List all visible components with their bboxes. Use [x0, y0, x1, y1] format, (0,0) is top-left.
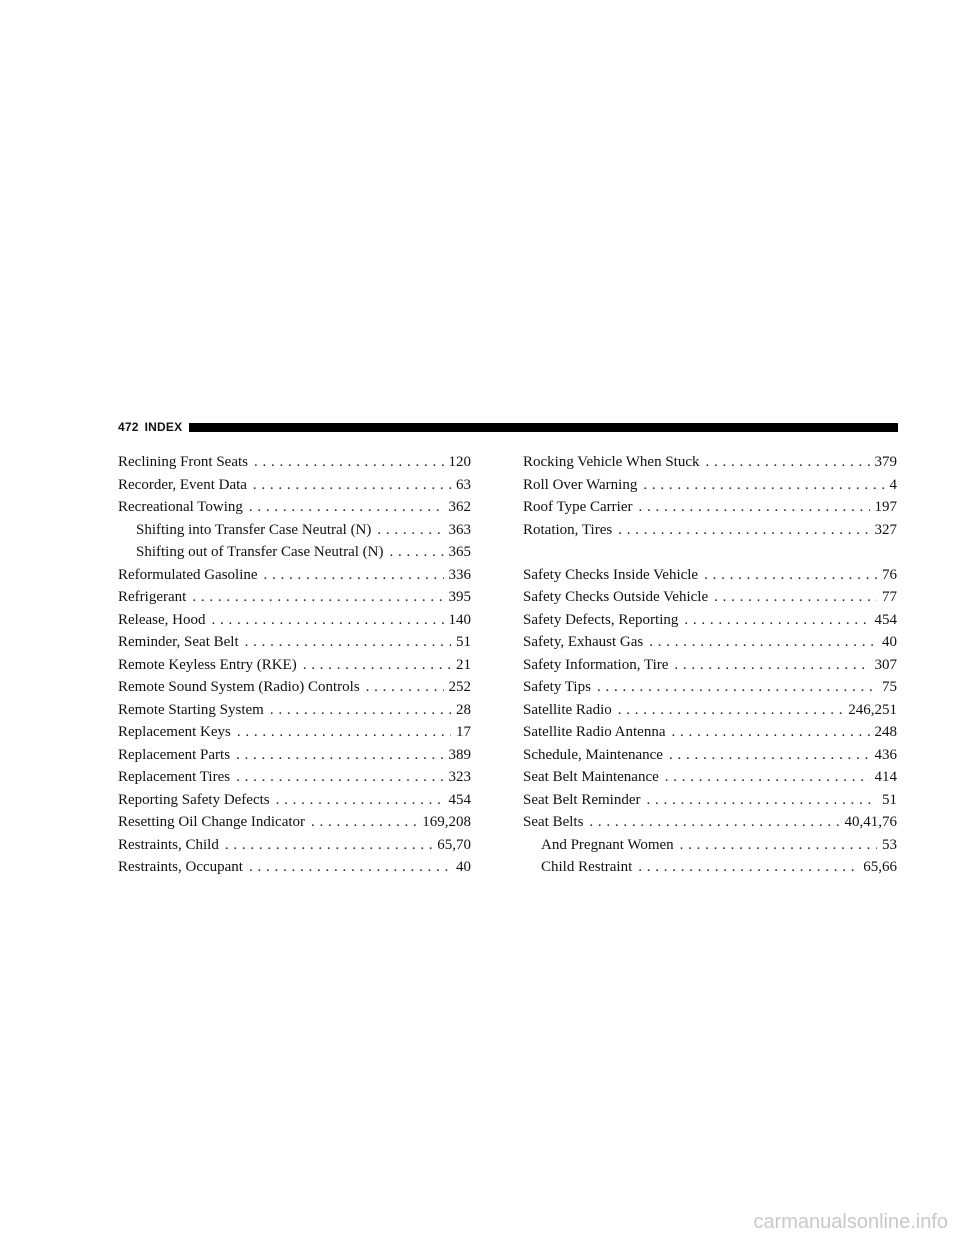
leader-dots [377, 519, 443, 542]
entry-term: Shifting into Transfer Case Neutral (N) [136, 521, 372, 538]
leader-dots [597, 676, 877, 699]
entry-term: Replacement Keys [118, 724, 231, 740]
entry-term: Schedule, Maintenance [523, 746, 663, 763]
entry-page: 76 [882, 566, 897, 583]
entry-page: 327 [874, 521, 897, 538]
leader-dots [270, 699, 451, 722]
leader-dots [253, 474, 451, 497]
entry-page: 65,70 [437, 836, 471, 853]
leader-dots [643, 474, 884, 497]
entry-term: Satellite Radio [523, 701, 612, 718]
index-entry [523, 811, 897, 834]
index-entry [523, 789, 897, 812]
index-entry [118, 676, 471, 699]
index-entry [118, 496, 471, 519]
leader-dots [714, 586, 877, 609]
entry-term: Remote Starting System [118, 701, 264, 718]
entry-term: Roof Type Carrier [523, 499, 633, 515]
entry-page: 63 [456, 476, 471, 493]
index-subentry [523, 856, 897, 879]
entry-page: 246,251 [848, 701, 897, 718]
index-entry [523, 451, 897, 474]
entry-term: Reclining Front Seats [118, 454, 248, 470]
index-entry [523, 721, 897, 744]
entry-page: 21 [456, 656, 471, 673]
leader-dots [245, 631, 451, 654]
entry-term: Rotation, Tires [523, 521, 613, 538]
leader-dots [638, 496, 869, 519]
entry-page: 51 [456, 634, 471, 650]
index-entry [118, 766, 471, 789]
entry-page: 252 [448, 679, 471, 695]
page-header [118, 418, 898, 436]
entry-page: 379 [874, 454, 897, 470]
entry-term: Restraints, Child [118, 836, 219, 853]
entry-term: Seat Belt Maintenance [523, 769, 659, 785]
entry-term: Resetting Oil Change Indicator [118, 814, 306, 830]
leader-dots [249, 496, 444, 519]
entry-term: Refrigerant [118, 589, 187, 605]
leader-dots [638, 856, 858, 879]
entry-term: Reporting Safety Defects [118, 791, 270, 808]
entry-page: 307 [874, 656, 897, 673]
leader-dots [311, 811, 417, 834]
entry-term: Safety Tips [523, 679, 591, 695]
index-subentry [118, 541, 471, 564]
leader-dots [236, 744, 443, 767]
index-column-right [523, 451, 897, 879]
entry-page: 75 [882, 679, 897, 695]
index-entry [523, 609, 897, 632]
index-entry [523, 676, 897, 699]
entry-page: 53 [882, 836, 897, 853]
page-number: 472 [118, 420, 139, 434]
leader-dots [264, 564, 444, 587]
entry-page: 389 [448, 746, 471, 763]
entry-page: 436 [874, 746, 897, 763]
entry-page: 414 [874, 769, 897, 785]
entry-page: 454 [874, 611, 897, 628]
entry-term: Restraints, Occupant [118, 859, 243, 875]
entry-term: Seat Belt Reminder [523, 791, 641, 808]
index-entry [118, 811, 471, 834]
index-entry [523, 654, 897, 677]
entry-term: Reformulated Gasoline [118, 566, 258, 583]
index-subentry [118, 519, 471, 542]
entry-page: 28 [456, 701, 471, 718]
entry-term: Roll Over Warning [523, 476, 638, 493]
entry-page: 120 [448, 454, 471, 470]
index-entry [118, 789, 471, 812]
index-entry [523, 564, 897, 587]
index-entry [118, 586, 471, 609]
index-entry [118, 474, 471, 497]
leader-dots [680, 834, 877, 857]
leader-dots [211, 609, 443, 632]
entry-page: 77 [882, 589, 897, 605]
leader-dots [674, 654, 869, 677]
entry-term: Remote Sound System (Radio) Controls [118, 679, 360, 695]
leader-dots [618, 519, 869, 542]
entry-term: Rocking Vehicle When Stuck [523, 454, 700, 470]
entry-term: Replacement Tires [118, 769, 231, 785]
entry-page: 454 [448, 791, 471, 808]
entry-term: Safety Defects, Reporting [523, 611, 679, 628]
index-entry [118, 699, 471, 722]
entry-page: 51 [882, 791, 897, 808]
index-entry [523, 744, 897, 767]
index-entry [118, 451, 471, 474]
index-entry [118, 564, 471, 587]
index-entry [523, 519, 897, 542]
entry-term: Satellite Radio Antenna [523, 724, 666, 740]
entry-term: Release, Hood [118, 611, 206, 628]
entry-term: Reminder, Seat Belt [118, 634, 239, 650]
index-entry [523, 699, 897, 722]
entry-page: 197 [874, 499, 897, 515]
index-entry [118, 609, 471, 632]
entry-page: 65,66 [863, 859, 897, 875]
leader-dots [249, 856, 451, 879]
entry-page: 140 [448, 611, 471, 628]
entry-term: Shifting out of Transfer Case Neutral (N) [136, 544, 384, 560]
index-entry [118, 856, 471, 879]
leader-dots [254, 451, 444, 474]
entry-page: 40 [456, 859, 471, 875]
leader-dots [646, 789, 877, 812]
entry-term: Safety, Exhaust Gas [523, 634, 644, 650]
leader-dots [589, 811, 839, 834]
entry-page: 40,41,76 [844, 814, 897, 830]
leader-dots [366, 676, 444, 699]
index-entry [118, 721, 471, 744]
entry-term: Recorder, Event Data [118, 476, 247, 493]
entry-page: 17 [456, 724, 471, 740]
entry-term: Remote Keyless Entry (RKE) [118, 656, 297, 673]
leader-dots [665, 766, 870, 789]
entry-term: And Pregnant Women [541, 836, 674, 853]
index-entry [118, 744, 471, 767]
leader-dots [669, 744, 870, 767]
letter-group-gap [523, 541, 897, 564]
entry-term: Safety Checks Outside Vehicle [523, 589, 709, 605]
leader-dots [704, 564, 877, 587]
entry-page: 4 [889, 476, 897, 493]
entry-page: 248 [874, 724, 897, 740]
index-entry [523, 474, 897, 497]
entry-term: Safety Information, Tire [523, 656, 669, 673]
header-rule [189, 423, 898, 432]
entry-page: 40 [882, 634, 897, 650]
entry-page: 323 [448, 769, 471, 785]
leader-dots [706, 451, 870, 474]
entry-term: Safety Checks Inside Vehicle [523, 566, 699, 583]
index-entry [523, 496, 897, 519]
leader-dots [684, 609, 869, 632]
entry-term: Replacement Parts [118, 746, 231, 763]
entry-page: 365 [448, 544, 471, 560]
leader-dots [192, 586, 443, 609]
entry-term: Recreational Towing [118, 499, 243, 515]
watermark: carmanualsonline.info [753, 1211, 948, 1233]
index-entry [118, 631, 471, 654]
leader-dots [389, 541, 443, 564]
index-entry [523, 766, 897, 789]
leader-dots [236, 766, 443, 789]
index-entry [118, 834, 471, 857]
entry-page: 336 [448, 566, 471, 583]
entry-term: Seat Belts [523, 814, 584, 830]
index-subentry [523, 834, 897, 857]
leader-dots [671, 721, 869, 744]
index-entry [523, 586, 897, 609]
leader-dots [237, 721, 451, 744]
index-entry [118, 654, 471, 677]
entry-term: Child Restraint [541, 859, 633, 875]
index-column-left [118, 451, 471, 879]
entry-page: 169,208 [422, 814, 471, 830]
leader-dots [276, 789, 444, 812]
leader-dots [303, 654, 451, 677]
leader-dots [225, 834, 432, 857]
entry-page: 362 [448, 499, 471, 515]
entry-page: 395 [448, 589, 471, 605]
leader-dots [618, 699, 844, 722]
section-title: INDEX [144, 420, 183, 434]
leader-dots [649, 631, 877, 654]
entry-page: 363 [448, 521, 471, 538]
index-entry [523, 631, 897, 654]
